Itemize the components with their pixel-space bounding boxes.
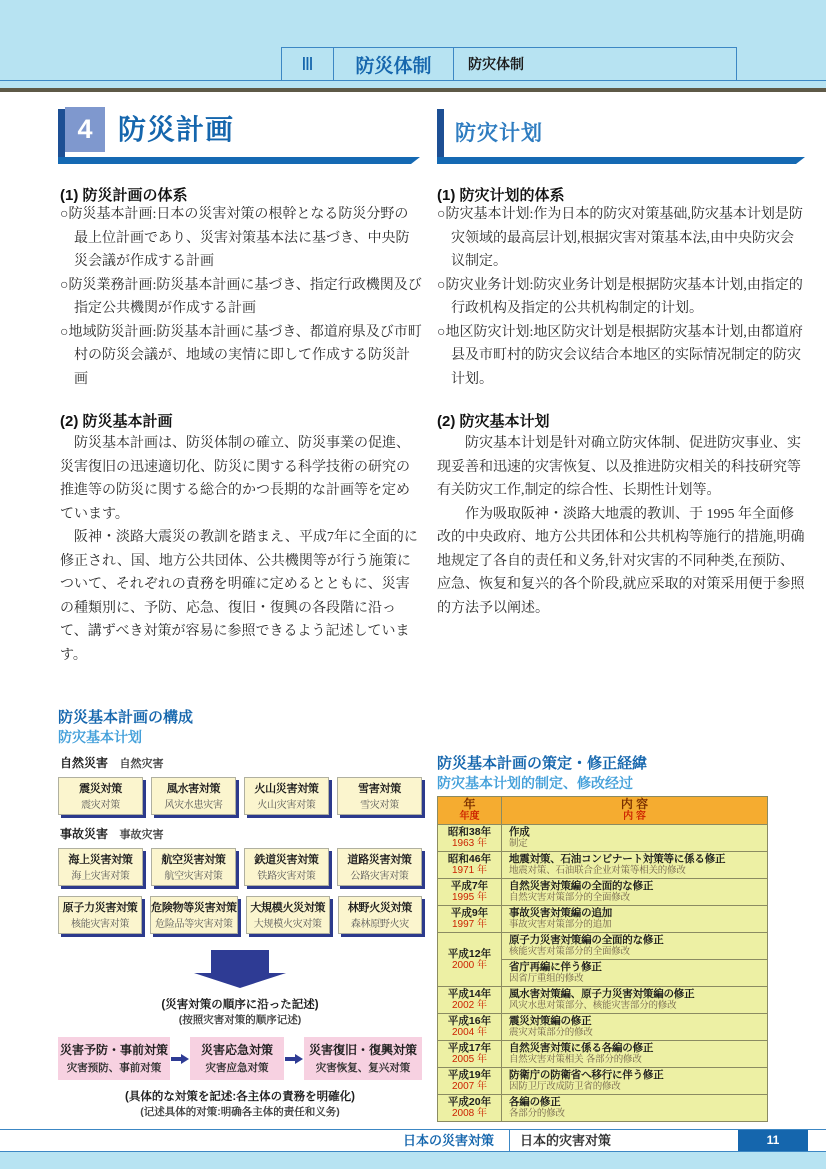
accident-label-ja: 事故災害 xyxy=(60,827,109,841)
year-column-header: 年 年度 xyxy=(438,797,502,825)
disaster-box-ja: 震災対策 xyxy=(79,783,122,795)
phase-box xyxy=(304,1037,422,1080)
disaster-box-zh: 公路灾害对策 xyxy=(350,871,409,882)
section-underline xyxy=(58,157,420,164)
table-row: 省庁再編に伴う修正 因省厅重组的修改 xyxy=(438,960,768,987)
table-row: 平成9年 1997 年 事故災害対策編の追加 事故灾害对策部分的追加 xyxy=(438,906,768,933)
phase-box xyxy=(58,1037,170,1080)
section-number-badge: 4 xyxy=(65,107,105,152)
phase-ja: 災害応急対策 xyxy=(200,1043,273,1057)
natural-disaster-label xyxy=(60,754,422,772)
body-paragraphs-ja xyxy=(60,432,422,667)
bullet-item: ○地域防災計画:防災基本計画に基づき、都道府県及び市町村の防災会議が、地域の実情に即して作成する防災計画 xyxy=(60,324,422,387)
bullet-item: ○防災基本計画:日本の災害対策の根幹となる防災分野の最上位計画であり、災害対策基本法に基づき、中央防災会議が作成する計画 xyxy=(60,207,410,269)
disaster-box-ja: 鉄道災害対策 xyxy=(254,854,319,866)
footer-label-ja: 日本の災害対策 xyxy=(402,1133,494,1148)
disaster-box xyxy=(337,848,422,886)
bottom-strip xyxy=(0,1152,826,1169)
disaster-box xyxy=(246,896,330,934)
subsection-heading-1-ja: (1) 防災計画の体系 xyxy=(60,187,188,204)
disaster-box xyxy=(338,896,422,934)
disaster-box xyxy=(151,777,236,815)
body-paragraphs-zh xyxy=(437,432,805,620)
disaster-box-zh: 海上灾害对策 xyxy=(71,871,130,882)
bullet-item: ○防灾基本计划:作为日本的防灾对策基础,防灾基本计划是防灾领域的最高层计划,根据灾害对策基本法,由中央防灾会议制定。 xyxy=(437,207,803,269)
footer-separator xyxy=(509,1130,510,1151)
body-paragraph: 防災基本計画は、防災体制の確立、防災事業の促進、災害復旧の迅速適切化、防災に関する科学技術の研究の推進等の防災に関する総合的かつ長期的な計画等を定めています。 xyxy=(60,436,410,522)
phase-box xyxy=(190,1037,284,1080)
disaster-box xyxy=(58,777,143,815)
section-accent-bar xyxy=(437,109,444,161)
disaster-box xyxy=(58,896,142,934)
right-arrow-icon xyxy=(285,1054,303,1064)
bullet-item: ○防灾业务计划:防灾业务计划是根据防灾基本计划,由指定的行政机构及指定的公共机构制定的计划。 xyxy=(437,277,803,316)
natural-label-ja: 自然災害 xyxy=(60,756,109,770)
phase-row xyxy=(58,1037,422,1080)
body-paragraph: 作为吸取阪神・淡路大地震的教训、于 1995 年全面修改的中央政府、地方公共团体和公共机构等施行的措施,明确地规定了各自的责任和义务,针对灾害的不同种类,在预防、应急、恢复和复兴的各个阶段,就应采取的对策采用便于参照的方法予以阐述。 xyxy=(437,506,805,616)
bullet-list-ja xyxy=(60,203,422,391)
disaster-box-zh: 航空灾害对策 xyxy=(164,871,223,882)
table-header-row xyxy=(438,797,768,825)
disaster-box-ja: 航空災害対策 xyxy=(161,854,226,866)
order-caption xyxy=(58,996,422,1027)
bullet-list-zh xyxy=(437,203,805,391)
disaster-box xyxy=(244,848,329,886)
natural-disaster-row xyxy=(58,777,422,815)
down-arrow-icon xyxy=(194,950,286,988)
disaster-box xyxy=(58,848,143,886)
disaster-box-ja: 海上災害対策 xyxy=(68,854,133,866)
order-caption-ja: (災害対策の順序に沿った記述) xyxy=(161,999,319,1011)
right-arrow-icon xyxy=(171,1054,189,1064)
section-title-block-ja xyxy=(58,106,420,164)
detail-caption xyxy=(58,1088,422,1119)
disaster-box-zh: 森林原野火灾 xyxy=(350,919,410,930)
disaster-box-ja: 原子力災害対策 xyxy=(62,902,138,914)
section-underline xyxy=(437,157,805,164)
disaster-box-zh: 雪灾对策 xyxy=(360,800,399,811)
chapter-box xyxy=(281,47,737,81)
chapter-number: Ⅲ xyxy=(282,48,334,80)
body-paragraph: 阪神・淡路大震災の教訓を踏まえ、平成7年に全面的に修正され、国、地方公共団体、公共機関等が行う施策について、それぞれの責務を明確に定めるとともに、災害の種類別に、予防、応急、復旧・復興の各段階に沿って、講ずべき対策が容易に参照できるよう記述しています。 xyxy=(60,530,418,663)
disaster-box-ja: 危険物等災害対策 xyxy=(151,902,237,914)
chapter-title-zh: 防灾体制 xyxy=(468,56,524,72)
disaster-box-zh: 风灾水患灾害 xyxy=(164,800,223,811)
table-row: 平成16年 2004 年 震災対策編の修正 震灾对策部分的修改 xyxy=(438,1014,768,1041)
section-accent-bar xyxy=(58,109,65,161)
phase-zh: 灾害恢复、复兴对策 xyxy=(315,1062,411,1074)
table-title-ja: 防災基本計画の策定・修正経緯 xyxy=(437,755,648,772)
header-band xyxy=(0,0,826,88)
phase-ja: 災害予防・事前対策 xyxy=(59,1043,168,1057)
table-row: 平成20年 2008 年 各編の修正 各部分的修改 xyxy=(438,1095,768,1122)
table-title-zh: 防灾基本计划的制定、修改经过 xyxy=(437,775,633,791)
page-number: 11 xyxy=(738,1130,808,1151)
revision-history-section xyxy=(437,752,768,1122)
disaster-box-zh: 核能灾害对策 xyxy=(70,919,130,930)
order-caption-zh: (按照灾害对策的顺序记述) xyxy=(178,1014,302,1026)
footer-label-zh: 日本的灾害对策 xyxy=(520,1133,612,1148)
table-row: 平成7年 1995 年 自然災害対策編の全面的な修正 自然灾害对策部分的全面修改 xyxy=(438,879,768,906)
table-row: 平成19年 2007 年 防衛庁の防衛省へ移行に伴う修正 因防卫厅改成防卫省的修改 xyxy=(438,1068,768,1095)
phase-zh: 灾害应急对策 xyxy=(205,1062,269,1074)
section-title-zh: 防灾计划 xyxy=(455,122,543,145)
table-row: 昭和38年 1963 年 作成 制定 xyxy=(438,825,768,852)
plan-structure-diagram xyxy=(58,706,422,1167)
header-rule xyxy=(0,88,826,92)
disaster-box-zh: 危险品等灾害对策 xyxy=(155,919,233,930)
diagram-title-zh: 防灾基本计划 xyxy=(58,729,142,745)
table-row: 昭和46年 1971 年 地震対策、石油コンビナート対策等に係る修正 地震对策、石油联合企业对策等相关的修改 xyxy=(438,852,768,879)
disaster-box-zh: 火山灾害对策 xyxy=(257,800,316,811)
disaster-box-ja: 林野火災対策 xyxy=(347,902,413,914)
section-title-ja: 防災計画 xyxy=(118,114,235,145)
disaster-box xyxy=(244,777,329,815)
detail-caption-ja: (具体的な対策を記述:各主体の責務を明確化) xyxy=(125,1091,355,1103)
section-title-block-zh xyxy=(437,106,805,164)
subsection-heading-2-ja: (2) 防災基本計画 xyxy=(60,413,173,430)
subsection-heading-1-zh: (1) 防灾计划的体系 xyxy=(437,187,565,204)
footer-band xyxy=(0,1129,826,1152)
accident-disaster-row-2 xyxy=(58,896,422,934)
disaster-box-zh: 震灾对策 xyxy=(81,800,120,811)
disaster-box-zh: 铁路灾害对策 xyxy=(257,871,316,882)
accident-label-zh: 事故灾害 xyxy=(119,829,164,841)
disaster-box xyxy=(337,777,422,815)
natural-label-zh: 自然灾害 xyxy=(119,758,164,770)
subsection-heading-2-zh: (2) 防灾基本计划 xyxy=(437,413,550,430)
disaster-box-ja: 大規模火災対策 xyxy=(250,902,326,914)
disaster-box-zh: 大规模火灾对策 xyxy=(253,919,322,930)
disaster-box-ja: 火山災害対策 xyxy=(254,783,319,795)
body-paragraph: 防灾基本计划是针对确立防灾体制、促进防灾事业、实现妥善和迅速的灾害恢复、以及推进防灾相关的科技研究等有关防灾工作,制定的综合性、长期性计划等。 xyxy=(437,436,801,498)
chapter-title-ja: 防災体制 xyxy=(334,48,454,80)
content-column-header: 内 容 内 容 xyxy=(502,797,768,825)
accident-disaster-row-1 xyxy=(58,848,422,886)
bullet-item: ○地区防灾计划:地区防灾计划是根据防灾基本计划,由都道府县及市町村的防灾会议结合本地区的实际情况制定的防灾计划。 xyxy=(437,324,803,387)
bullet-item: ○防災業務計画:防災基本計画に基づき、指定行政機関及び指定公共機関が作成する計画 xyxy=(60,277,422,316)
diagram-title-ja: 防災基本計画の構成 xyxy=(58,709,194,726)
disaster-box xyxy=(150,896,238,934)
disaster-box-ja: 雪害対策 xyxy=(358,783,401,795)
table-row: 平成12年 2000 年 原子力災害対策編の全面的な修正 核能灾害对策部分的全面修改 xyxy=(438,933,768,960)
table-row: 平成14年 2002 年 風水害対策編、原子力災害対策編の修正 风灾水患对策部分、核能灾害部分的修改 xyxy=(438,987,768,1014)
table-row: 平成17年 2005 年 自然災害対策に係る各編の修正 自然灾害对策相关 各部分的修改 xyxy=(438,1041,768,1068)
history-table xyxy=(437,796,768,1122)
phase-ja: 災害復旧・復興対策 xyxy=(308,1043,417,1057)
disaster-box-ja: 道路災害対策 xyxy=(347,854,412,866)
detail-caption-zh: (记述具体的对策:明确各主体的责任和义务) xyxy=(140,1106,340,1118)
disaster-box xyxy=(151,848,236,886)
accident-disaster-label xyxy=(60,825,422,843)
disaster-box-ja: 風水害対策 xyxy=(166,783,221,795)
phase-zh: 灾害预防、事前对策 xyxy=(66,1062,162,1074)
